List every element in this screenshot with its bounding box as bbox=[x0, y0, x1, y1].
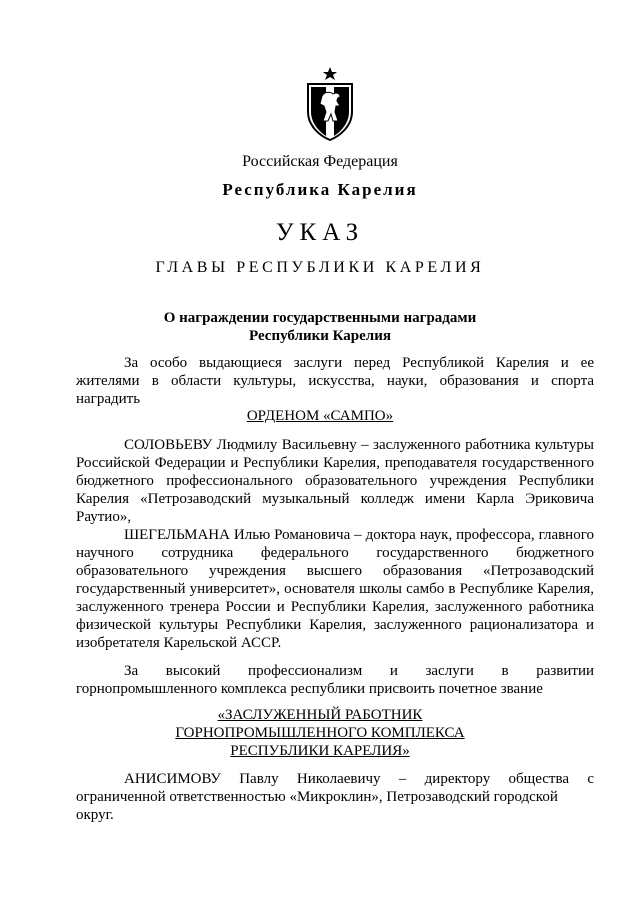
honorary-title-line-1: «ЗАСЛУЖЕННЫЙ РАБОТНИК bbox=[217, 707, 423, 723]
issuer-line: ГЛАВЫ РЕСПУБЛИКИ КАРЕЛИЯ bbox=[155, 259, 485, 276]
awardee-text-3: АНИСИМОВУ Павлу Николаевичу – директору общества с ограниченной ответственностью «Микроклин», Петрозаводский городской bbox=[76, 771, 594, 805]
awardee-text-2: ШЕГЕЛЬМАНА Илью Романовича – доктора наук, профессора, главного научного сотрудника федерального государственного бюджетного образовательного учреждения высшего образования «Петрозаводский государственный университет», основателя школы самбо в Республике Карелия, заслуженного тренера России и Республики Карелия, заслуженного работника физической культуры Республики Карелия, заслуженного рационализатора и изобретателя Карельской АССР. bbox=[76, 527, 594, 651]
awardee-paragraph-1 bbox=[76, 436, 594, 526]
intro-paragraph-2 bbox=[76, 662, 594, 698]
order-name: ОРДЕНОМ «САМПО» bbox=[246, 408, 394, 424]
subject-line-1: О награждении государственными наградами bbox=[163, 310, 477, 326]
honorary-title-line-2: ГОРНОПРОМЫШЛЕННОГО КОМПЛЕКСА bbox=[175, 725, 465, 741]
decree-heading: УКАЗ bbox=[275, 219, 365, 246]
republic-name: Республика Карелия bbox=[222, 180, 418, 199]
honorary-title bbox=[0, 706, 640, 760]
awardee-text-1: СОЛОВЬЕВУ Людмилу Васильевну – заслуженного работника культуры Российской Федерации и Республики Карелия, преподавателя государственного бюджетного профессионального образовательного учреждения Республики Карелия «Петрозаводский музыкальный колледж имени Карла Эриковича Раутио», bbox=[76, 437, 594, 525]
intro-text-2: За высокий профессионализм и заслуги в развитии горнопромышленного комплекса республики присвоить почетное звание bbox=[76, 663, 594, 697]
coat-of-arms-icon bbox=[302, 66, 358, 142]
awardee-paragraph-2 bbox=[76, 526, 594, 652]
country-name: Российская Федерация bbox=[242, 153, 398, 170]
honorary-title-line-3: РЕСПУБЛИКИ КАРЕЛИЯ» bbox=[230, 743, 410, 759]
awardee-paragraph-3 bbox=[76, 770, 594, 824]
intro-paragraph bbox=[76, 354, 594, 408]
intro-text: За особо выдающиеся заслуги перед Республикой Карелия и ее жителями в области культуры, искусства, науки, образования и спорта наградить bbox=[76, 355, 594, 407]
awardee-text-3-tail: округ. bbox=[76, 807, 114, 823]
subject-line-2: Республики Карелия bbox=[249, 328, 391, 344]
